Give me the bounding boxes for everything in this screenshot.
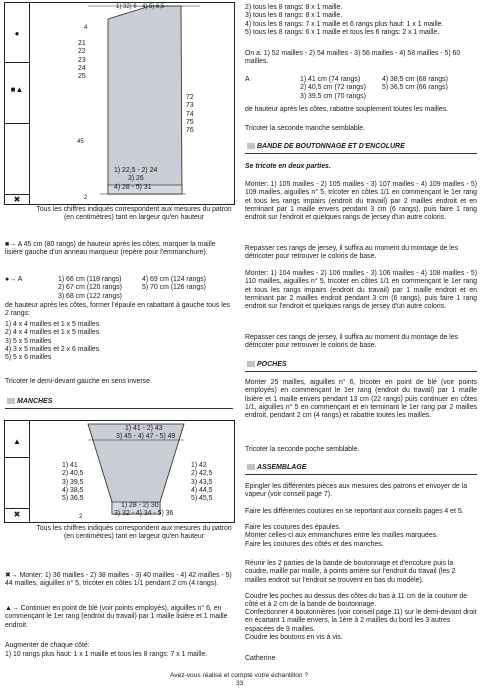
shoulder-grid [58,276,232,301]
sleeve-right-labels [191,462,212,503]
schematic-left-bottom: 2 [79,514,83,520]
cross-symbol: ✖ [13,510,21,519]
side-label: 3) 43,5 [191,478,213,486]
sleeve-top-labels [116,425,175,442]
page-footer: Avez-vous réalisé et compté votre échantillon ? [170,672,309,679]
side-label: 4) 38,5 [62,486,84,494]
bottom-label: 4) 28 - 5) 31 [114,183,152,191]
instruction-para: de hauteur après les côtes, rabattre souplement toutes les mailles. [245,106,449,113]
strip-divider [4,508,30,509]
height-item: 3) 68 cm (122 rangs) [58,292,122,300]
heading-text: ASSEMBLAGE [257,464,307,471]
height-item: 3) 39,5 cm (70 rangs) [300,92,366,100]
schematic-left-mid: 45 [77,139,84,145]
assemblage-lines [245,524,438,549]
side-label: 2) 40,5 [62,470,84,478]
row-label: 73 [186,102,194,110]
row-label: 74 [186,110,194,118]
heading-rule [245,153,477,154]
dot-symbol: ● [14,29,20,38]
sleeve-increase-list [245,4,443,37]
bottom-label: 3) 32 - 4) 34 - 5) 36 [114,510,174,518]
list-item: Faire les coutures des côtés et des manches. [245,540,384,548]
list-item: 3) 5 x 5 mailles [5,337,52,345]
schematic-rows-right [186,94,194,135]
bottom-label: 3) 26 [128,175,144,183]
list-item: 3) tous les 8 rangs: 8 x 1 maille. [245,12,343,20]
height-item: 2) 40,5 cm (72 rangs) [300,84,366,92]
instruction-para: Augmenter de chaque côté: [5,642,90,649]
list-item: 5) 5 x 6 mailles [5,354,52,362]
instruction-para: Tricoter le demi-devant gauche en sens inverse. [5,378,152,385]
section-subtitle: Se tricote en deux parties. [245,163,331,170]
section-heading-assemblage [245,464,306,471]
side-label: 5) 45,5 [191,495,213,503]
strip-divider [4,62,30,63]
shoulder-prefix: ●→ A [5,276,23,283]
list-item: 2) 4 x 4 mailles et 1 x 5 mailles [5,329,100,337]
side-label: 5) 36,5 [62,495,84,503]
schematic-left-top: 4 [84,25,88,31]
instruction-para: Monter 25 mailles, aiguilles n° 6, tricoter en point de blé (voir points employés) en commençant le 1er rang (endroit du travail) par 1 maille lisière et 1 maille envers pendant 13 cm (22 rangs) puis continuer en côtes 1/1, aiguilles n° 5 en commençant et en terminant le 1er rang par 2 mailles endroit, pendant 2 cm (4 rangs) et rabattre toutes les mailles. [245,379,477,420]
heading-marker [247,143,255,149]
page-number: 33 [236,680,244,687]
bottom-label: 1) 22,5 - 2) 24 [114,167,158,174]
arrow-symbol: ▲ [13,437,21,446]
cross-symbol: ✖ [13,195,21,204]
row-label: 75 [186,118,194,126]
schematic-bottom-labels [114,167,157,192]
signature: Catherine [245,655,276,662]
instruction-para: Tricoter la seconde poche semblable. [245,446,360,453]
instruction-para: ✖→ Monter: 1) 36 mailles - 2) 38 mailles - 3) 40 mailles - 4) 42 mailles - 5) 44 mailles, aiguilles n° 5, tricoter en côtes 1/1 pendant 2 cm (4 rangs). [5,572,232,588]
caption-top: Tous les chiffres indiqués correspondent aux mesures du patron (en centimètres) tant en largeur qu'en hauteur [36,206,232,222]
heading-text: BANDE DE BOUTONNAGE ET D'ENCOLURE [257,143,405,150]
schematic-rows-left [78,40,86,81]
instruction-para: 1) 10 rangs plus haut: 1 x 1 maille et tous les 8 rangs: 7 x 1 maille. [5,651,208,658]
row-label: 72 [186,94,194,101]
heading-marker [247,361,255,367]
instruction-para: Repasser ces rangs de jersey, il suffira au moment du montage de les détricoter pour retrouver le coloris de base. [245,334,459,350]
row-label: 25 [78,73,86,81]
instruction-para: Coudre les boutons en vis à vis. [245,634,343,641]
sleeve-grid [300,76,472,101]
instruction-para: Tricoter la seconde manche semblable. [245,125,366,132]
instruction-para: Réunir les 2 parties de la bande de boutonnage et d'encolure puis la coudre, maille par maille, à points arrière sur l'endroit du travail (les 2 mailles endroit sur l'endroit se trouvent en bas du modèle). [245,560,456,584]
sleeve-bottom-labels [114,502,173,519]
caption-bottom: Tous les chiffres indiqués correspondent aux mesures du patron (en centimètres) tant en largeur qu'en hauteur [36,525,232,541]
instruction-para: Confectionner 4 boutonnières (voir conseil page 11) sur le demi-devant droit en écartant 1 maille envers, la 1ère à 2 mailles du bord les 3 autres espacées de 9 mailles. [245,609,477,633]
instruction-para: ▲→ Continuer en point de blé (voir points employés), aiguilles n° 6, en commençant le 1er rang (endroit du travail) par 1 maille lisière et 1 maille endroit. [5,605,228,629]
shoulder-list [5,321,99,362]
section-heading-manches [5,398,52,405]
row-label: 76 [186,127,194,135]
height-item: 4) 38,5 cm (68 rangs) [382,76,448,83]
height-item: 4) 69 cm (124 rangs) [142,276,206,283]
row-label: 23 [78,56,86,64]
list-item: Monter celles-ci aux emmanchures entre les mailles marquées. [245,532,439,540]
instruction-para: On a: 1) 52 mailles - 2) 54 mailles - 3) 56 mailles - 4) 58 mailles - 5) 60 mailles. [245,50,461,66]
instruction-para: Coudre les poches au dessus des côtes du bas à 11 cm de la couture de côté et à 2 cm de la bande de boutonnage. [245,593,468,609]
height-item: 2) 67 cm (120 rangs) [58,284,122,292]
instruction-para: Monter: 1) 104 mailles - 2) 106 mailles - 3) 106 mailles - 4) 108 mailles - 5) 110 mailles, aiguilles n° 5, tricoter en côtes 1/1 en commençant le 1er rang et tous les rangs impairs (endroit du travail) par 1 maille endroit et en terminant par 2 mailles endroit pendant 3 cm (6 rangs), puis faire 1 rang endroit sur l'endroit et quelques rangs de jersey d'un autre coloris. [245,270,477,311]
heading-marker [247,464,255,470]
heading-text: POCHES [257,361,287,368]
list-item: 2) tous les 8 rangs: 8 x 1 maille. [245,4,343,11]
schematic-left-bottom: 2 [84,195,88,201]
heading-text: MANCHES [17,398,53,405]
heading-marker [7,398,15,404]
row-label: 24 [78,64,86,72]
heading-rule [245,371,477,372]
row-label: 22 [78,48,86,56]
row-label: 21 [78,40,86,47]
height-item: 1) 66 cm (118 rangs) [58,276,122,283]
side-label: 3) 39,5 [62,478,84,486]
bottom-label: 1) 28 - 2) 30 [121,502,159,509]
list-item: 4) 3 x 5 mailles et 2 x 6 mailles [5,345,100,353]
strip-divider [4,457,30,458]
instruction-para: de hauteur après les côtes, former l'épaule en rabattant à gauche tous les 2 rangs: [5,302,231,318]
top-label: 3) 45 - 4) 47 - 5) 49 [116,433,176,441]
section-heading-bande [245,143,405,150]
height-item: 1) 41 cm (74 rangs) [300,76,361,83]
heading-rule [245,474,477,475]
strip-divider [4,123,30,124]
heading-rule [5,408,233,409]
side-label: 1) 42 [191,462,207,469]
side-label: 2) 42,5 [191,470,213,478]
sleeve-prefix: A [245,76,250,83]
list-item: 5) tous les 8 rangs: 6 x 1 maille et tous les 6 rangs: 2 x 1 maille. [245,28,440,36]
instruction-para: Faire les différentes coutures en se reportant aux conseils pages 4 et 5. [245,508,464,515]
instruction-para: Repasser ces rangs de jersey, il suffira au moment du montage de les détricoter pour retrouver le coloris de base. [245,245,459,261]
height-item: 5) 36,5 cm (66 rangs) [382,84,448,92]
sleeve-left-labels [62,462,83,503]
square-arrow-symbol: ■▲ [10,85,24,94]
section-heading-poches [245,361,287,368]
list-item: Faire les coutures des épaules. [245,524,341,531]
instruction-para: ■→ A 45 cm (80 rangs) de hauteur après les côtes, marquer la maille lisière gauche d'un anneau marqueur (repère pour l'emmanchure). [5,241,216,257]
side-label: 4) 44,5 [191,486,213,494]
list-item: 1) 4 x 4 mailles et 1 x 5 mailles [5,321,100,328]
top-label: 1) 41 - 2) 43 [125,425,163,432]
side-label: 1) 41 [62,462,78,469]
height-item: 5) 70 cm (126 rangs) [142,284,206,292]
list-item: 4) tous les 8 rangs: 7 x 1 maille et 6 rangs plus haut: 1 x 1 maille. [245,20,444,28]
instruction-para: Epingler les différentes pièces aux mesures des patrons et envoyer de la vapeur (voir conseil page 7). [245,483,468,499]
instruction-para: Monter: 1) 105 mailles - 2) 105 mailles - 3) 107 mailles - 4) 109 mailles - 5) 109 mailles, aiguilles n° 5, tricoter en côtes 1/1 en commençant le 1er rang et tous les rangs impairs (endroit du travail) par 2 mailles endroit et en terminant par 1 maille envers pendant 3 cm (6 rangs), puis faire 1 rang endroit sur l'endroit et quelques rangs de jersey d'un autre coloris. [245,181,477,222]
schematic-top-label: 1) 32) 6 - 4) 5) 6,5 [116,4,165,10]
